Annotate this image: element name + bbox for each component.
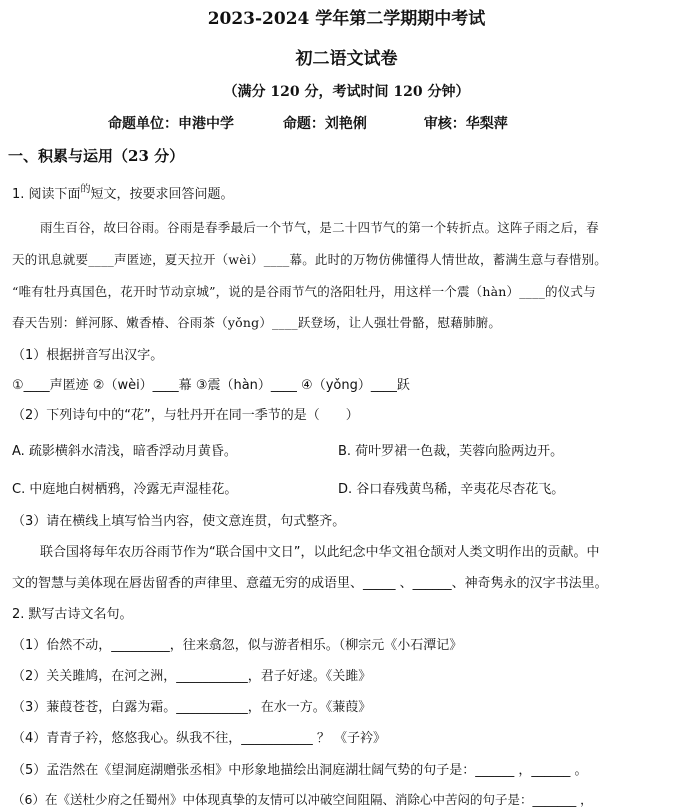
exam-title: 2023-2024 学年第二学期期中考试 — [207, 9, 486, 29]
sub3-text: 联合国将每年农历谷雨节作为“联合国中文日”，以此纪念中华文祖仓颉对人类文明作出的贡献。中 — [40, 545, 600, 560]
paper-title: 初二语文试卷 — [295, 49, 398, 69]
passage-line: 雨生百谷，故曰谷雨。谷雨是春季最后一个节气，是二十四节气的第一个转折点。这阵子雨之后，春 — [40, 220, 599, 235]
q1-prompt: 1. 阅读下面$^的$短文，按要求回答问题。 — [12, 184, 234, 202]
score-time: （满分 120 分，考试时间 120 分钟） — [223, 84, 470, 100]
sub1-prompt: （1）根据拼音写出汉字。 — [12, 348, 164, 363]
sub1-items: ①____声匿迹 ②（wèi）____幕 ③震（hàn）____ ④（yǒng）____跃 — [12, 378, 410, 393]
option-d: D. 谷口春残黄鸟稀，辛夷花尽杏花飞。 — [338, 482, 565, 497]
section-heading: 一、积累与运用（23 分） — [8, 147, 185, 165]
option-c: C. 中庭地白树栖鸦，冷露无声湿桂花。 — [12, 482, 238, 497]
passage-line: “唯有牡丹真国色，花开时节动京城”，说的是谷雨节气的洛阳牡丹，用这样一个震（hàn）____的仪式与 — [12, 284, 596, 299]
option-a: A. 疏影横斜水清浅，暗香浮动月黄昏。 — [12, 444, 237, 459]
option-b: B. 荷叶罗裙一色裁，芙蓉向脸两边开。 — [338, 444, 564, 459]
author-line — [108, 113, 508, 133]
unit-label: 命题单位：申港中学 — [108, 116, 234, 132]
sub3-text: 文的智慧与美体现在唇齿留香的声律里、意蕴无穷的成语里、_____ 、______、神奇隽永的汉字书法里。 — [12, 576, 608, 591]
q2-prompt: 2. 默写古诗文名句。 — [12, 607, 133, 622]
q2-item: （6）在《送杜少府之任蜀州》中体现真挚的友情可以冲破空间阻隔、消除心中苦闷的句子是：_______ ， — [12, 792, 593, 807]
reviewer-label: 审核：华梨萍 — [423, 116, 508, 132]
sub2-prompt: （2）下列诗句中的“花”，与牡丹开在同一季节的是（ ） — [12, 408, 359, 423]
passage-line: 天的讯息就要____声匿迹，夏天拉开（wèi）____幕。此时的万物仿佛懂得人情世故，蓄满生意与春惜别。 — [12, 252, 607, 267]
q2-item: （2）关关雎鸠，在河之洲，___________，君子好逑。《关雎》 — [12, 669, 372, 684]
author-label: 命题：刘艳俐 — [282, 116, 367, 132]
sub3-prompt: （3）请在横线上填写恰当内容，使文意连贯，句式整齐。 — [12, 514, 346, 529]
passage-line: 春天告别：鲜河豚、嫩香椿、谷雨茶（yǒng）____跃登场，让人强壮骨骼，慰藉肺腑。 — [12, 315, 502, 330]
q2-item: （5）孟浩然在《望洞庭湖赠张丞相》中形象地描绘出洞庭湖壮阔气势的句子是：______ ，______ 。 — [12, 763, 588, 778]
q2-item: （1）佁然不动，_________，往来翕忽，似与游者相乐。（柳宗元《小石潭记》 — [12, 638, 463, 653]
q2-item: （4）青青子衿，悠悠我心。纵我不往，___________ ？ 《子衿》 — [12, 731, 387, 746]
q2-item: （3）蒹葭苍苍，白露为霜。___________，在水一方。《蒹葭》 — [12, 700, 372, 715]
